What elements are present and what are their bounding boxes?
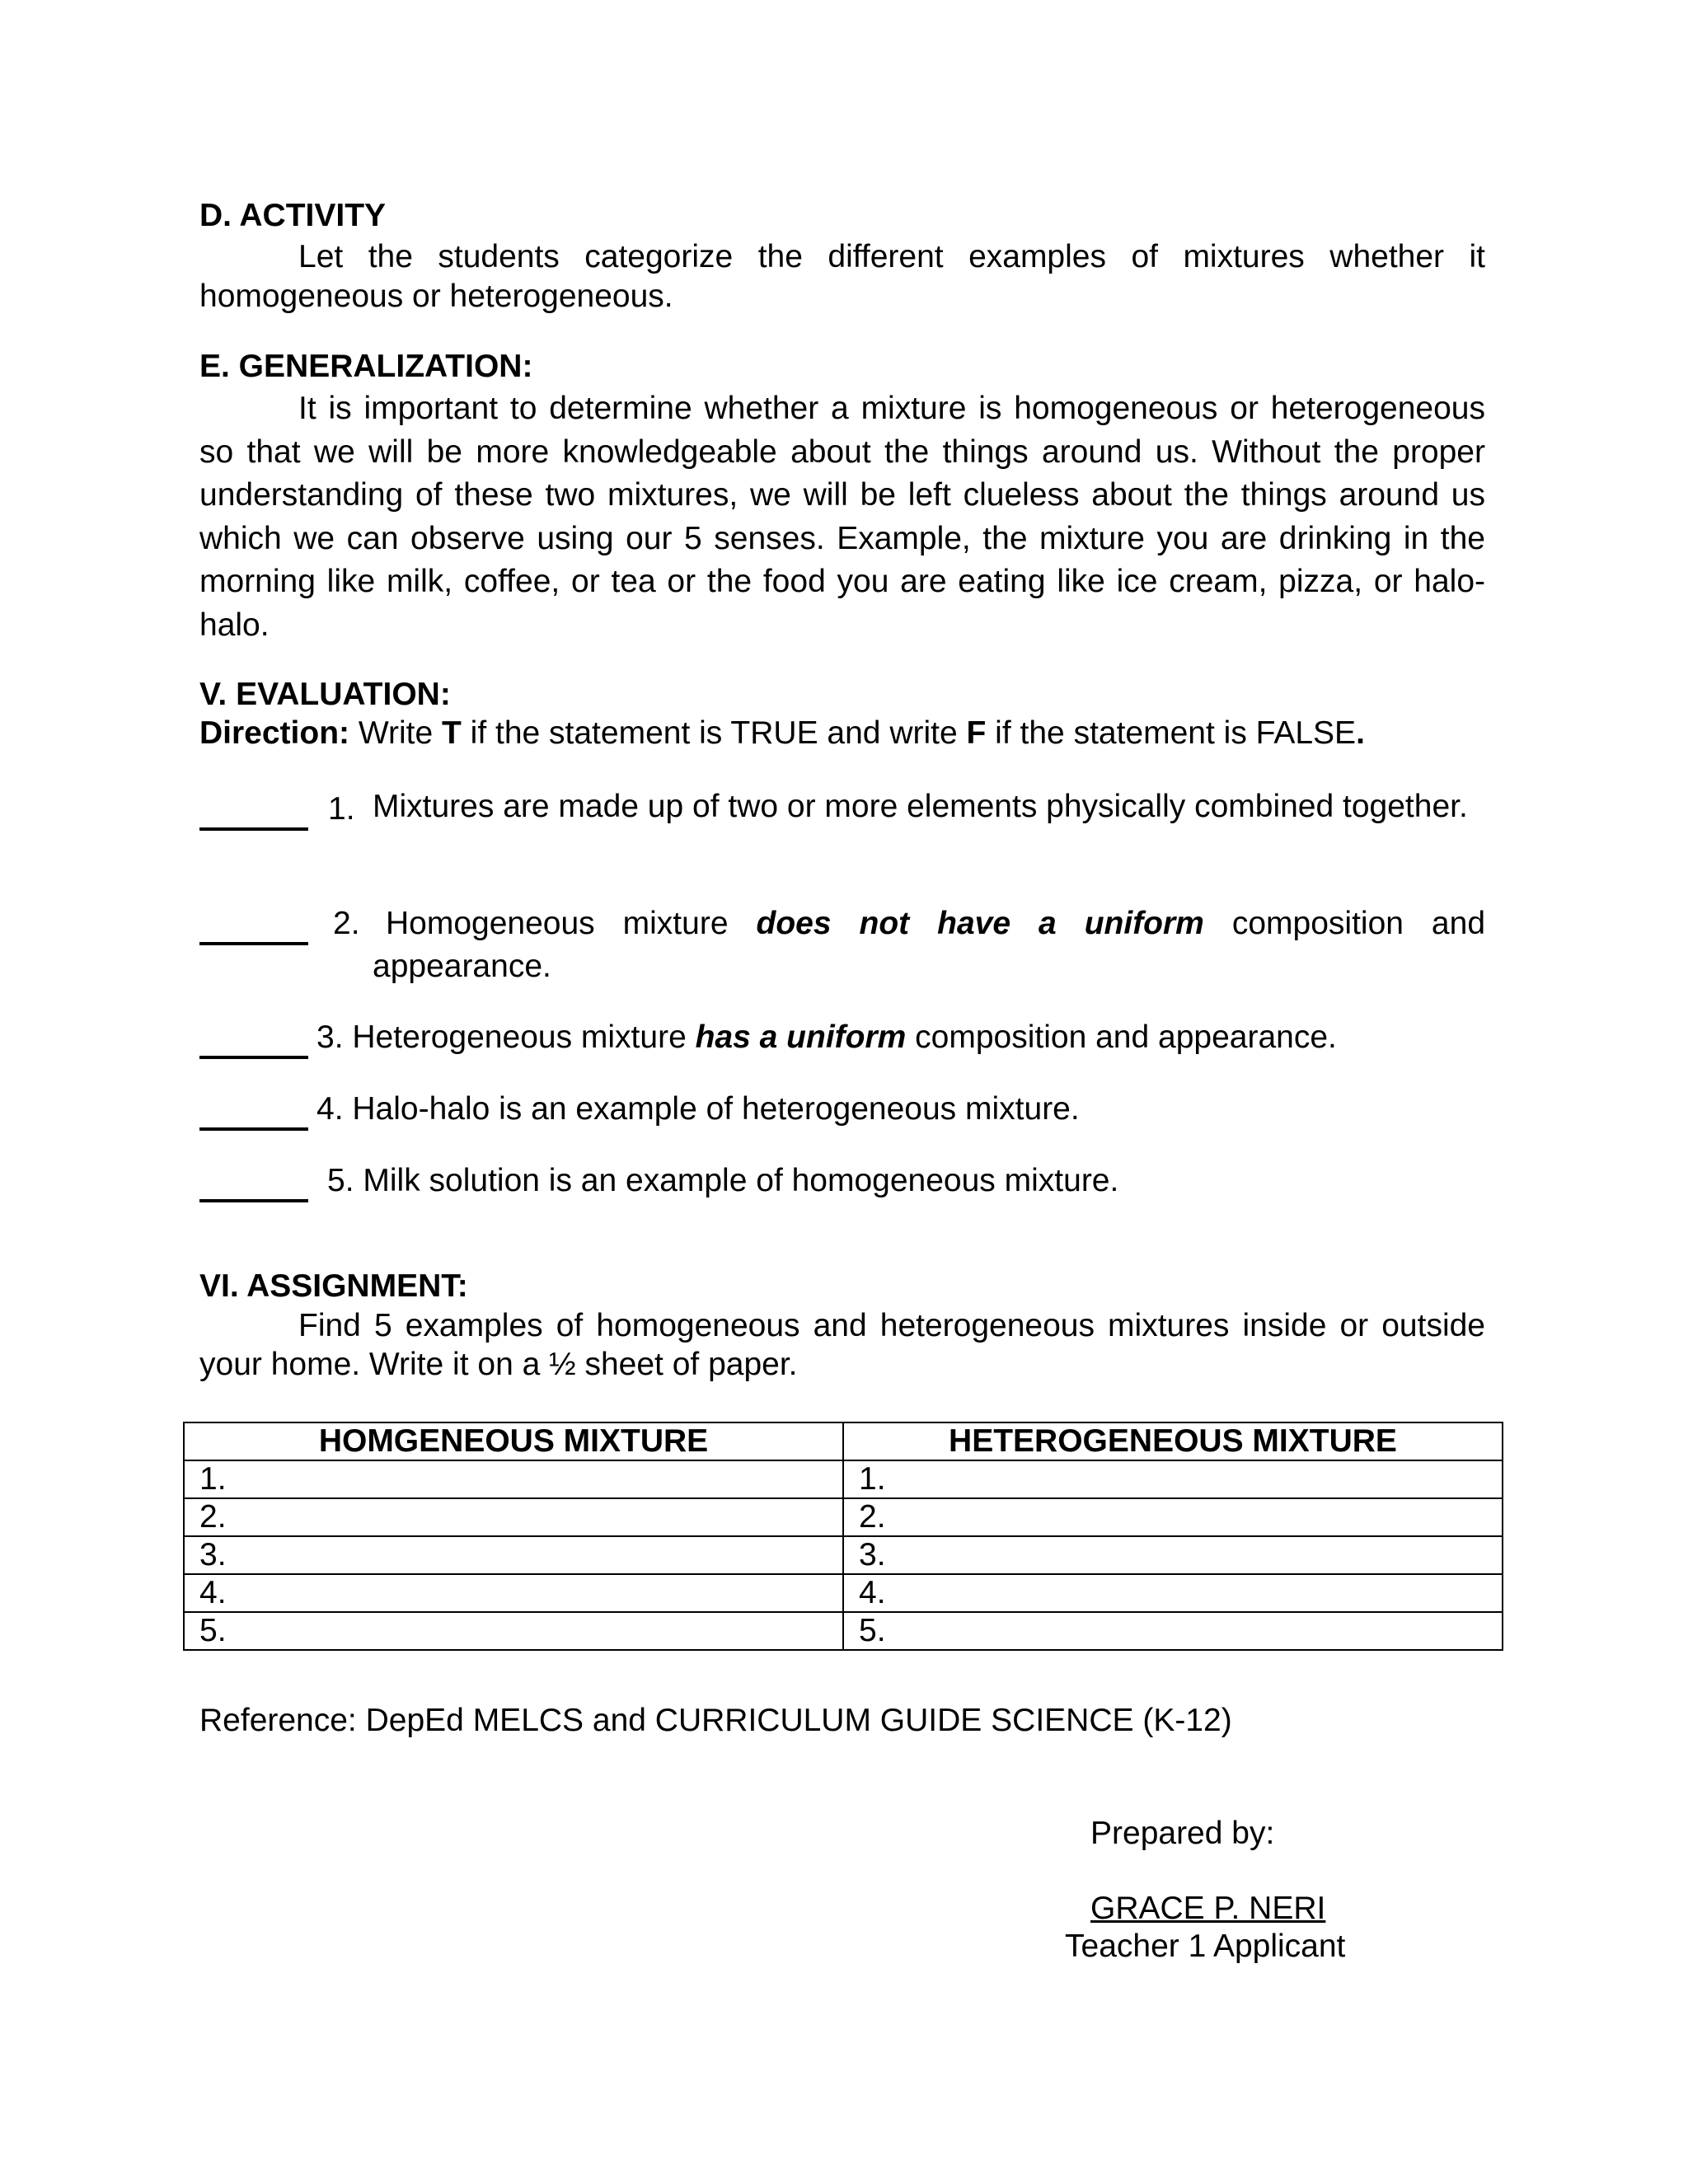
evaluation-direction: Direction: Write T if the statement is TRUE and write F if the statement is FALSE.	[199, 715, 1365, 751]
header-heterogeneous: HETEROGENEOUS MIXTURE	[843, 1422, 1503, 1460]
item-text-1: Mixtures are made up of two or more elements physically combined together.	[373, 789, 1468, 824]
item-number-2: 2.	[333, 906, 360, 941]
preparer-title: Teacher 1 Applicant	[1065, 1929, 1346, 1964]
answer-blank-2[interactable]	[199, 902, 308, 945]
item-3-emphasis: has a uniform	[695, 1019, 907, 1055]
evaluation-item-3	[199, 1016, 1485, 1059]
generalization-text: It is important to determine whether a mixture is homogeneous or heterogeneous so that we will be more knowledgeable about the things around us. Without the proper understanding of these two mixtures, we will be left clueless about the things around us which we can observe using our 5 senses. Example, the mixture you are drinking in the morning like milk, coffee, or tea or the food you are eating like ice cream, pizza, or halo-halo.	[199, 391, 1485, 643]
heterogeneous-cell[interactable]: 2.	[843, 1498, 1503, 1536]
answer-blank-5[interactable]	[199, 1160, 308, 1202]
heterogeneous-cell[interactable]: 3.	[843, 1536, 1503, 1574]
direction-label: Direction:	[199, 715, 350, 751]
evaluation-heading: V. EVALUATION:	[199, 677, 451, 712]
reference-text: Reference: DepEd MELCS and CURRICULUM GUIDE SCIENCE (K-12)	[199, 1703, 1232, 1738]
generalization-section	[199, 346, 1485, 647]
homogeneous-cell[interactable]: 3.	[184, 1536, 843, 1574]
answer-blank-3[interactable]	[199, 1016, 308, 1059]
item-2-emphasis: does not have a uniform	[756, 906, 1204, 941]
table-row	[184, 1498, 1503, 1536]
item-text-2: Homogeneous mixture does not have a uniform composition and appearance.	[373, 906, 1486, 984]
heterogeneous-cell[interactable]: 5.	[843, 1612, 1503, 1650]
item-text-3: 3. Heterogeneous mixture has a uniform composition and appearance.	[316, 1019, 1337, 1055]
activity-section	[199, 194, 1485, 316]
homogeneous-cell[interactable]: 5.	[184, 1612, 843, 1650]
generalization-heading: E. GENERALIZATION:	[199, 349, 533, 384]
evaluation-item-2	[199, 902, 1485, 993]
answer-blank-4[interactable]	[199, 1088, 308, 1131]
homogeneous-cell[interactable]: 1.	[184, 1460, 843, 1498]
activity-text: Let the students categorize the different examples of mixtures whether it homogeneous or heterogeneous.	[199, 239, 1485, 314]
item-number-4: 4.	[316, 1091, 344, 1127]
prepared-by-label: Prepared by:	[1090, 1816, 1275, 1851]
assignment-text: Find 5 examples of homogeneous and heterogeneous mixtures inside or outside your home. Write it on a ½ sheet of paper.	[199, 1308, 1485, 1382]
header-homogeneous: HOMGENEOUS MIXTURE	[184, 1422, 843, 1460]
table-header-row	[184, 1422, 1503, 1460]
evaluation-item-4	[199, 1088, 1485, 1131]
table-row	[184, 1460, 1503, 1498]
item-number-5: 5.	[327, 1163, 354, 1198]
assignment-heading: VI. ASSIGNMENT:	[199, 1268, 468, 1304]
homogeneous-cell[interactable]: 4.	[184, 1574, 843, 1612]
answer-blank-1[interactable]	[199, 788, 308, 831]
homogeneous-cell[interactable]: 2.	[184, 1498, 843, 1536]
table-row	[184, 1612, 1503, 1650]
item-text-4: 4. Halo-halo is an example of heterogeneous mixture.	[316, 1091, 1080, 1127]
activity-heading: D. ACTIVITY	[199, 198, 387, 233]
item-number-3: 3.	[316, 1019, 344, 1055]
item-text-5: 5. Milk solution is an example of homogeneous mixture.	[327, 1163, 1119, 1198]
heterogeneous-cell[interactable]: 1.	[843, 1460, 1503, 1498]
heterogeneous-cell[interactable]: 4.	[843, 1574, 1503, 1612]
item-number-1: 1.	[328, 791, 355, 827]
table-row	[184, 1574, 1503, 1612]
preparer-name: GRACE P. NERI	[1090, 1891, 1326, 1926]
table-row	[184, 1536, 1503, 1574]
assignment-table	[183, 1422, 1503, 1651]
assignment-section	[199, 1267, 1485, 1384]
evaluation-section	[199, 674, 1485, 752]
evaluation-item-5	[199, 1160, 1485, 1202]
evaluation-item-1	[199, 788, 1485, 879]
